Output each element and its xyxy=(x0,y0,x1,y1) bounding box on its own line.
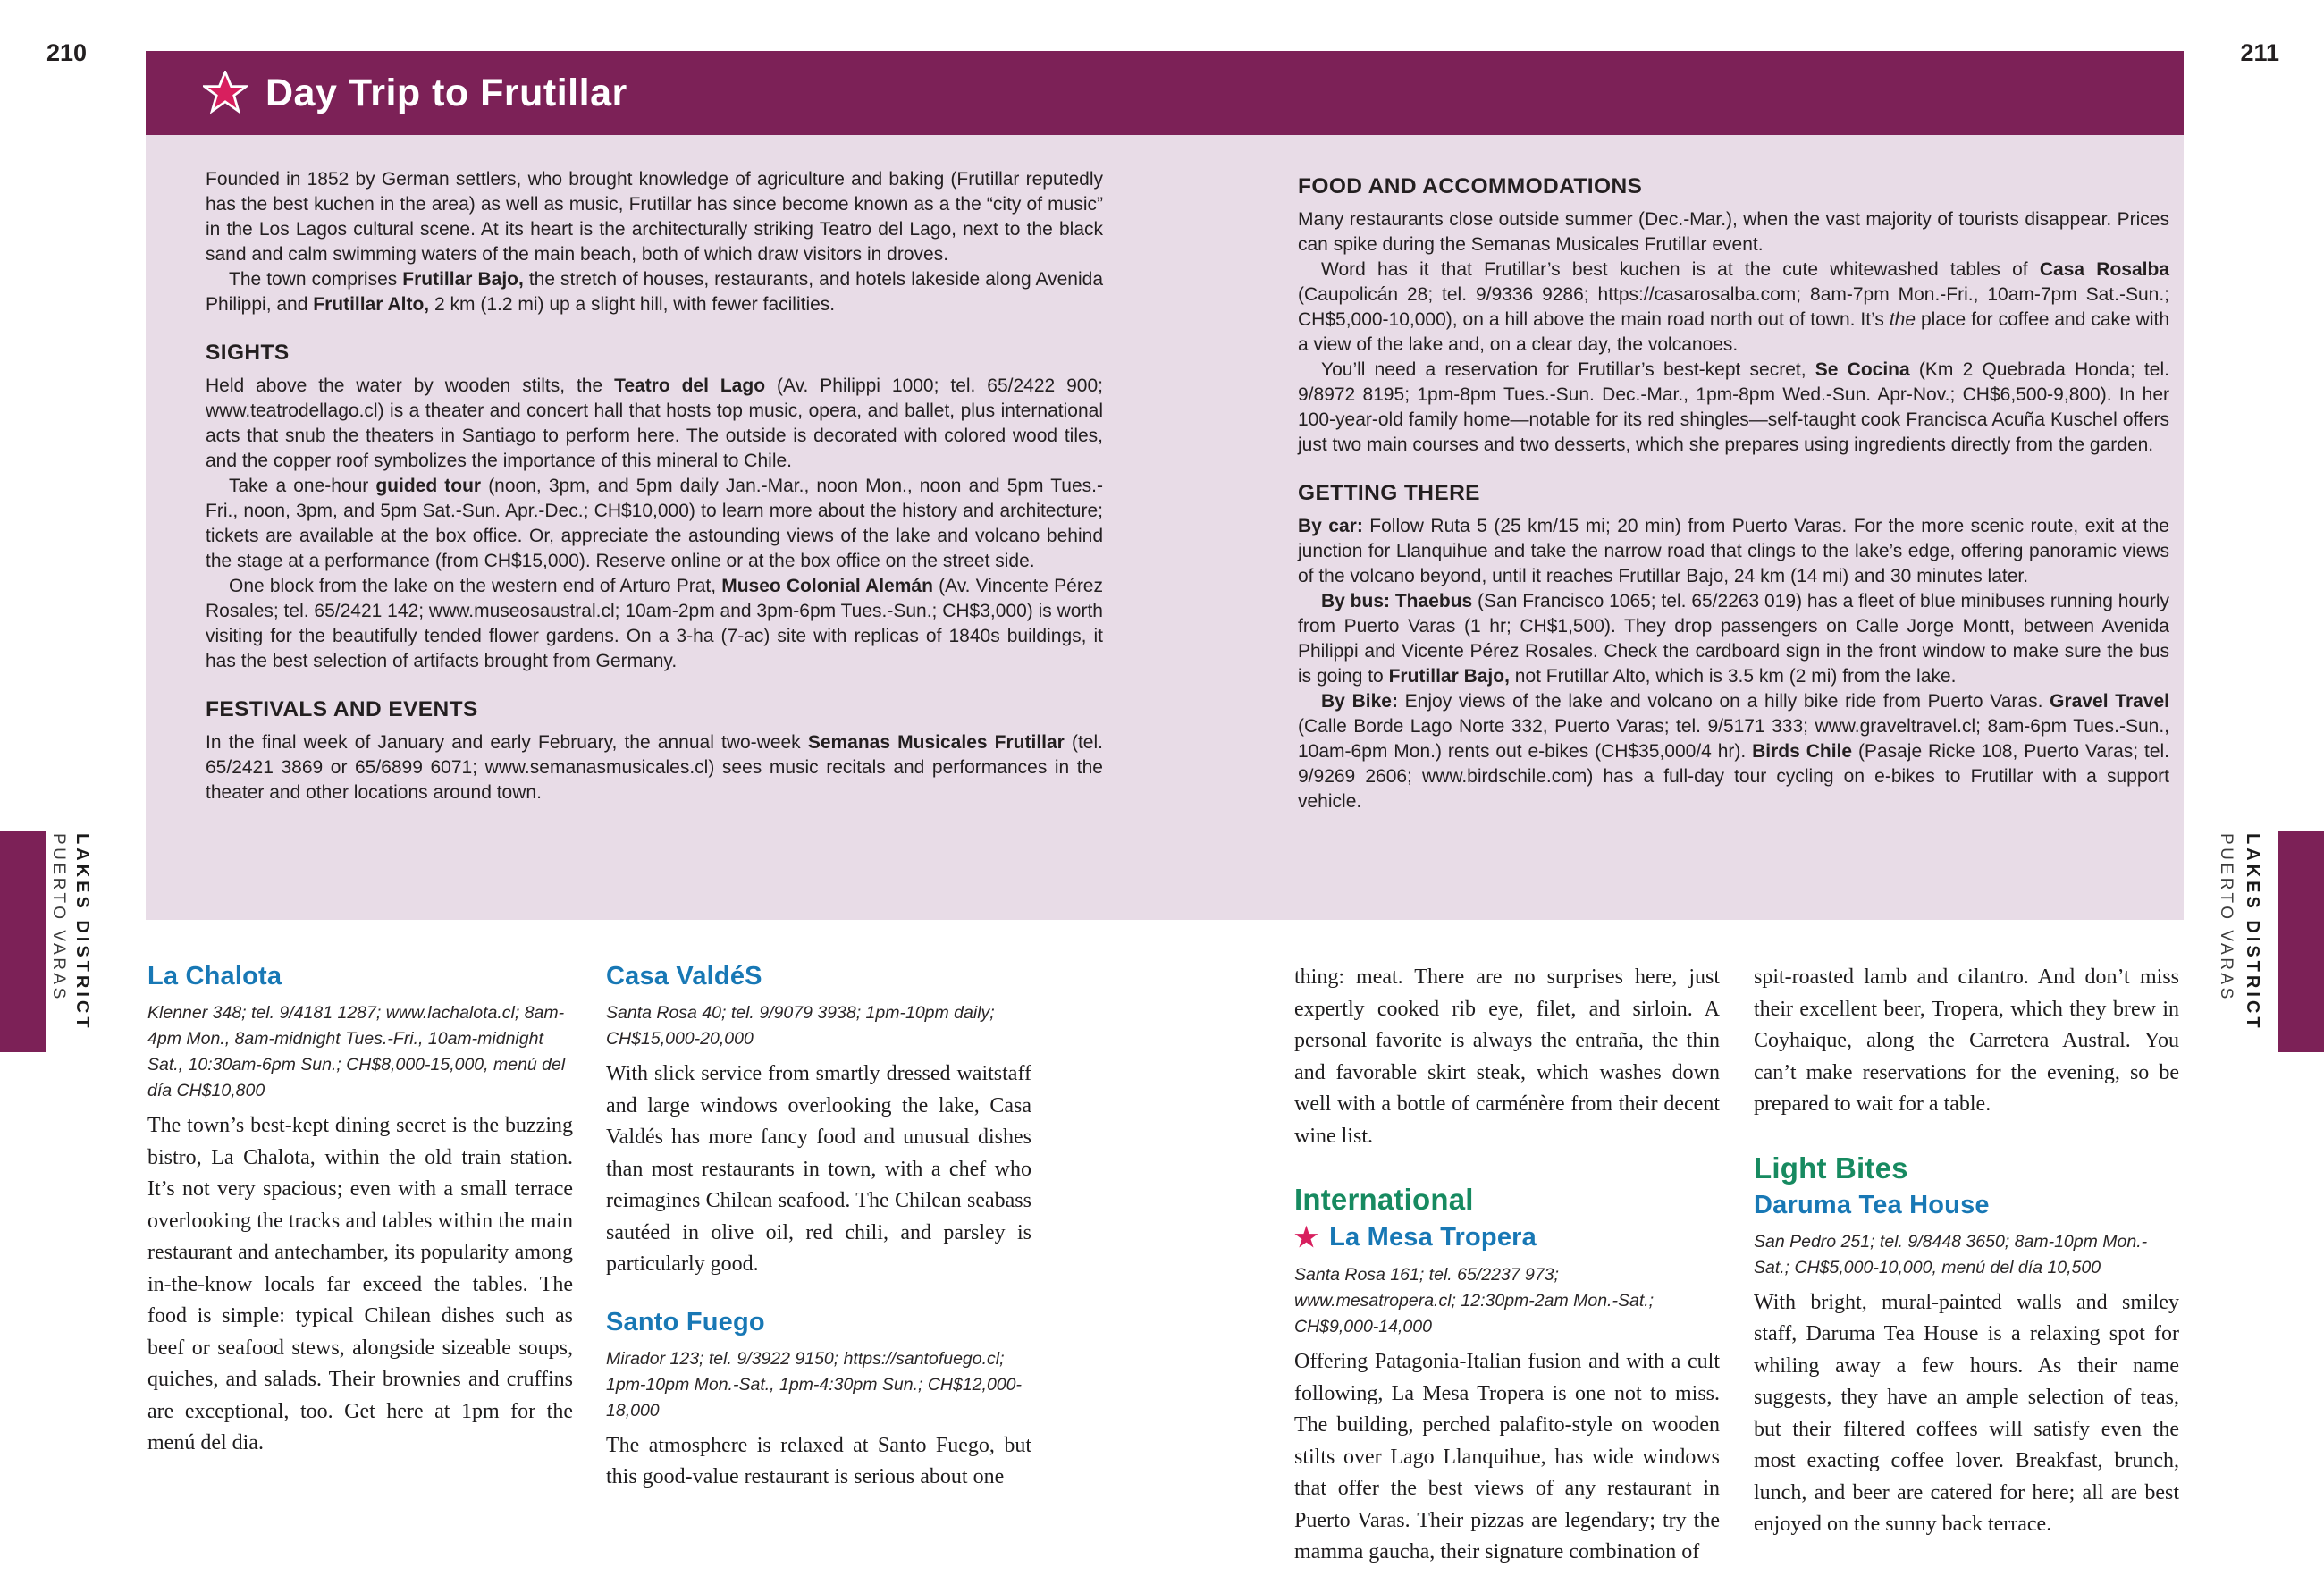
box-paragraph xyxy=(1298,514,2169,589)
bold-run: Museo Colonial Alemán xyxy=(721,576,939,596)
box-section-heading: SIGHTS xyxy=(206,341,290,365)
bold-run: Frutillar Alto, xyxy=(313,294,434,315)
bold-run: Semanas Musicales Frutillar xyxy=(807,732,1072,753)
venue-heading xyxy=(606,962,1031,991)
feature-title: Day Trip to Frutillar xyxy=(265,71,627,114)
section-label-left: PUERTO VARAS xyxy=(49,833,68,1002)
box-paragraph xyxy=(206,267,1103,317)
text-run: The town comprises xyxy=(229,269,403,290)
box-paragraph xyxy=(1298,589,2169,689)
text-run: Follow Ruta 5 (25 km/15 mi; 20 min) from Puerto Varas. For the more scenic route, exit at the junction for Llanquihue and take the narrow road that clings to the lake’s edge, offering panoramic views of the volcano beyond, until it reaches Frutillar Bajo, 24 km (14 mi) and 30 minutes later. xyxy=(1298,516,2169,586)
venue-details: Santa Rosa 161; tel. 65/2237 973; www.mesatropera.cl; 12:30pm-2am Mon.-Sat.; CH$9,000-14,000 xyxy=(1294,1265,1655,1336)
venue-heading xyxy=(606,1308,1031,1337)
box-paragraph xyxy=(1298,257,2169,358)
category-heading: International xyxy=(1294,1183,1474,1216)
venue-heading xyxy=(1294,1222,1720,1253)
bold-run: By car: xyxy=(1298,516,1370,536)
venue-name: Daruma Tea House xyxy=(1754,1190,1990,1219)
bold-run: Se Cocina xyxy=(1815,359,1919,380)
bold-run: Frutillar Bajo, xyxy=(402,269,529,290)
venue-heading xyxy=(147,962,573,991)
text-run: (tel. 65/2421 3869 or 65/6899 6071; www.semanasmusicales.cl) sees music recitals and performances in the theater and other locations around town. xyxy=(206,732,1103,803)
italic-run: the xyxy=(1889,309,1921,330)
venue-details: San Pedro 251; tel. 9/8448 3650; 8am-10pm Mon.-Sat.; CH$5,000-10,000, menú del día 10,500 xyxy=(1754,1231,2148,1277)
text-run: (noon, 3pm, and 5pm daily Jan.-Mar., noon Mon., noon and 5pm Tues.-Fri., noon, 3pm, and 5pm Sat.-Sun. Apr.-Dec.; CH$10,000) to learn more about the history and architecture; tickets are available at the box office. Or, appreciate the astounding views of the lake and volcano behind the stage at a performance (from CH$15,000). Reserve online or at the box office on the street side. xyxy=(206,476,1103,571)
venue-name: Santo Fuego xyxy=(606,1307,765,1336)
bold-run: Teatro del Lago xyxy=(614,375,777,396)
text-run: (Av. Vincente Pérez Rosales; tel. 65/2421 142; www.museosaustral.cl; 10am-2pm and 3pm-6pm Tues.-Sun.; CH$3,000) is worth visiting for the beautifully tended flower gardens. On a 3-ha (7-ac) site with replicas of 1840s buildings, it has the best selection of artifacts brought from Germany. xyxy=(206,576,1103,671)
chapter-tab-right xyxy=(2278,831,2324,1052)
box-paragraph xyxy=(206,474,1103,574)
venue-name: La Mesa Tropera xyxy=(1329,1223,1537,1252)
bold-run: Gravel Travel xyxy=(2050,691,2169,712)
box-paragraph xyxy=(1298,207,2169,257)
feature-box xyxy=(146,135,2184,920)
text-run: Many restaurants close outside summer (Dec.-Mar.), when the vast majority of tourists disappear. Prices can spike during the Semanas Musicales Frutillar event. xyxy=(1298,209,2169,255)
box-paragraph xyxy=(206,167,1103,267)
venue-heading xyxy=(1754,1191,2179,1220)
top-pick-star-icon: ★ xyxy=(1294,1223,1319,1252)
feature-box-left-column xyxy=(206,135,1103,805)
review-text: thing: meat. There are no surprises here, just expertly cooked rib eye, filet, and sirloin. A personal favorite is always the entraña, the thin and favorable skirt steak, which washes down well with a bottle of carménère from their decent wine list. xyxy=(1294,965,1720,1148)
review-text: spit-roasted lamb and cilantro. And don’t miss their excellent beer, Tropera, which they brew in Coyhaique, along the Carretera Austral. You can’t make reservations for the evening, so be prepared to wait for a table. xyxy=(1754,965,2179,1116)
text-run: not Frutillar Alto, which is 3.5 km (2 mi) from the lake. xyxy=(1514,666,1957,687)
text-run: (Calle Borde Lago Norte 332, Puerto Varas; tel. 9/5171 333; www.graveltravel.cl; 8am-6pm Tues.-Sun., 10am-6pm Mon.) rents out e-bikes (CH$35,000/4 hr). xyxy=(1298,716,2169,762)
text-run: Enjoy views of the lake and volcano on a hilly bike ride from Puerto Varas. xyxy=(1404,691,2050,712)
review-text: With slick service from smartly dressed waitstaff and large windows overlooking the lake, Casa Valdés has more fancy food and unusual dishes than most restaurants in town, with a chef who reimagines Chilean seafood. The Chilean seabass sautéed in olive oil, red chili, and parsley is particularly good. xyxy=(606,1062,1031,1276)
review-text: Offering Patagonia-Italian fusion and with a cult following, La Mesa Tropera is one not to miss. The building, perched palafito-style on wooden stilts over Lago Llanquihue, has wide windows that offer the best views of any restaurant in Puerto Varas. Their pizzas are legendary; try the mamma gaucha, their signature combination of xyxy=(1294,1350,1720,1564)
text-run: Take a one-hour xyxy=(229,476,376,496)
feature-box-right-column xyxy=(1298,135,2169,814)
listing-column-3 xyxy=(1294,962,1720,1569)
venue-name: La Chalota xyxy=(147,962,282,991)
text-run: the stretch of houses, restaurants, and hotels lakeside along Avenida Philippi, and xyxy=(206,269,1104,315)
venue-details: Santa Rosa 40; tel. 9/9079 3938; 1pm-10pm daily; CH$15,000-20,000 xyxy=(606,1003,995,1049)
box-paragraph xyxy=(206,574,1103,674)
text-run: (Km 2 Quebrada Honda; tel. 9/8972 8195; 1pm-8pm Tues.-Sun. Dec.-Mar., 1pm-8pm Wed.-Sun. Apr-Nov.; CH$6,500-9,800). In her 100-year-old family home—notable for its red shingles—self-taught cook Francisca Acuña Kuschel offers just two main courses and two desserts, which she prepares using ingredients directly from the garden. xyxy=(1298,359,2169,455)
text-run: (Av. Philippi 1000; tel. 65/2422 900; www.teatrodellago.cl) is a theater and concert hall that hosts top music, opera, and ballet, plus international acts that snub the theaters in Santiago to perform here. The outside is decorated with colored wood tiles, and the copper roof symbolizes the importance of this mineral to Chile. xyxy=(206,375,1103,471)
text-run: (Caupolicán 28; tel. 9/9336 9286; https://casarosalba.com; 8am-7pm Mon.-Fri., 10am-7pm Sat.-Sun.; CH$5,000-10,000), on a hill above the main road north out of town. It’s xyxy=(1298,284,2169,330)
text-run: Founded in 1852 by German settlers, who brought knowledge of agriculture and baking (Frutillar reputedly has the best kuchen in the area) as well as music, Frutillar has since become known as a the “city of music” in the Los Lagos cultural scene. At its heart is the architecturally striking Teatro del Lago, next to the black sand and calm swimming waters of the main beach, both of which draw visitors in droves. xyxy=(206,169,1103,265)
section-label-right: PUERTO VARAS xyxy=(2217,833,2236,1002)
bold-run: guided tour xyxy=(375,476,489,496)
box-paragraph xyxy=(206,374,1103,474)
text-run: Held above the water by wooden stilts, the xyxy=(206,375,615,396)
star-icon xyxy=(203,71,248,115)
venue-name: Casa ValdéS xyxy=(606,962,762,991)
box-section-heading: FESTIVALS AND EVENTS xyxy=(206,697,478,721)
listing-column-2 xyxy=(606,962,1031,1494)
chapter-tab-left xyxy=(0,831,46,1052)
box-section-heading: FOOD AND ACCOMMODATIONS xyxy=(1298,174,1643,198)
chapter-label-right: LAKES DISTRICT xyxy=(2243,833,2262,1032)
page-number-left: 210 xyxy=(46,39,88,66)
box-paragraph xyxy=(1298,689,2169,814)
text-run: place for coffee and cake with a view of the lake and, on a clear day, the volcanoes. xyxy=(1298,309,2170,355)
text-run: 2 km (1.2 mi) up a slight hill, with fewer facilities. xyxy=(434,294,836,315)
text-run: Word has it that Frutillar’s best kuchen is at the cute whitewashed tables of xyxy=(1321,259,2040,280)
venue-details: Klenner 348; tel. 9/4181 1287; www.lachalota.cl; 8am-4pm Mon., 8am-midnight Tues.-Fri., 10am-midnight Sat., 10:30am-6pm Sun.; CH$8,000-15,000, menú del día CH$10,800 xyxy=(147,1003,566,1100)
box-paragraph xyxy=(1298,358,2169,458)
chapter-label-left: LAKES DISTRICT xyxy=(72,833,92,1032)
text-run: One block from the lake on the western end of Arturo Prat, xyxy=(229,576,722,596)
venue-details: Mirador 123; tel. 9/3922 9150; https://santofuego.cl; 1pm-10pm Mon.-Sat., 1pm-4:30pm Sun.; CH$12,000-18,000 xyxy=(606,1348,1022,1421)
bold-run: Birds Chile xyxy=(1752,741,1858,762)
bold-run: By Bike: xyxy=(1321,691,1405,712)
bold-run: Casa Rosalba xyxy=(2039,259,2169,280)
review-text: The atmosphere is relaxed at Santo Fuego, but this good-value restaurant is serious about one xyxy=(606,1433,1031,1488)
listing-column-1 xyxy=(147,962,573,1460)
box-paragraph xyxy=(206,730,1103,805)
page-number-right: 211 xyxy=(2240,39,2279,66)
feature-header-bar xyxy=(146,51,2184,135)
review-text: With bright, mural-painted walls and smiley staff, Daruma Tea House is a relaxing spot for whiling away a few hours. As their name suggests, they have an ample selection of teas, but their filtered coffees will satisfy even the most exacting coffee lover. Breakfast, brunch, lunch, and beer are catered for here; all are best enjoyed on the sunny back terrace. xyxy=(1754,1290,2179,1536)
text-run: (San Francisco 1065; tel. 65/2263 019) has a fleet of blue minibuses running hourly from Puerto Varas (1 hr; CH$1,500). They drop passengers on Calle Jorge Montt, between Avenida Philippi and Vicente Pérez Rosales. Check the cardboard sign in the front window to make sure the bus is going to xyxy=(1298,591,2170,687)
text-run: In the final week of January and early February, the annual two-week xyxy=(206,732,808,753)
review-text: The town’s best-kept dining secret is the buzzing bistro, La Chalota, within the old train station. It’s not very spacious; even with a small terrace overlooking the tracks and tables within the main restaurant and antechamber, its popularity among in-the-know locals far exceed the tables. The food is simple: typical Chilean dishes such as beef or seafood stews, alongside sizeable soups, quiches, and salads. Their brownies and cruffins are exceptional, too. Get here at 1pm for the menú del dia. xyxy=(147,1114,573,1454)
text-run: (Pasaje Ricke 108, Puerto Varas; tel. 9/9269 2606; www.birdschile.com) has a full-day tour cycling on e-bikes to Frutillar with a support vehicle. xyxy=(1298,741,2169,812)
bold-run: By bus: Thaebus xyxy=(1321,591,1478,611)
category-heading: Light Bites xyxy=(1754,1151,1908,1185)
box-section-heading: GETTING THERE xyxy=(1298,481,1480,505)
bold-run: Frutillar Bajo, xyxy=(1388,666,1515,687)
text-run: You’ll need a reservation for Frutillar’s best-kept secret, xyxy=(1321,359,1815,380)
listing-column-4 xyxy=(1754,962,2179,1541)
